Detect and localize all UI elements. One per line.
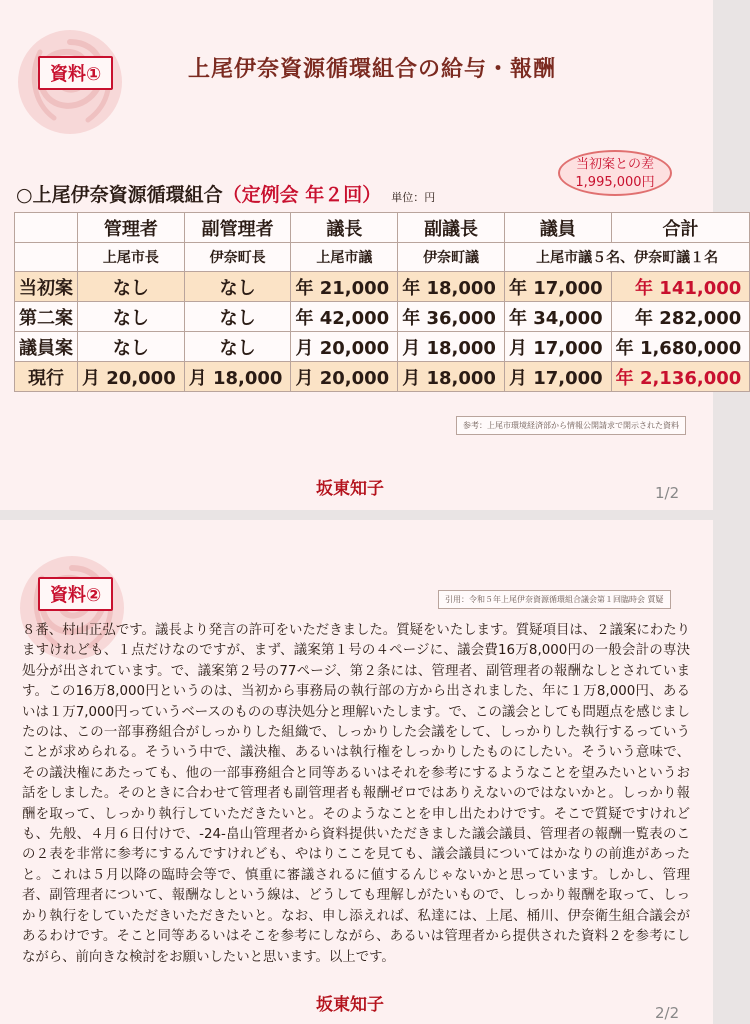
difference-badge-label: 当初案との差 — [575, 157, 654, 172]
document-title: 上尾伊奈資源循環組合の給与・報酬 — [188, 57, 557, 82]
row-label: 現行 — [15, 362, 78, 392]
table-header-row — [15, 213, 750, 243]
table-total-cell: 年 141,000 — [611, 272, 750, 302]
table-header-cell: 議長 — [291, 213, 398, 243]
page-number: 1/2 — [655, 484, 680, 502]
table-header-cell: 副議長 — [398, 213, 505, 243]
table-cell: 年 36,000 — [398, 302, 505, 332]
table-cell: 年 17,000 — [504, 272, 611, 302]
table-header-cell: 議員 — [504, 213, 611, 243]
table-cell: 月 20,000 — [78, 362, 185, 392]
author-name: 坂東知子 — [316, 479, 384, 499]
table-cell: 年 21,000 — [291, 272, 398, 302]
table-cell: 年 34,000 — [504, 302, 611, 332]
table-subheader-cell: 伊奈町議 — [398, 243, 505, 272]
table-subheader-cell: 上尾市長 — [78, 243, 185, 272]
table-total-cell: 年 1,680,000 — [611, 332, 750, 362]
table-header-cell: 管理者 — [78, 213, 185, 243]
table-cell: なし — [184, 332, 291, 362]
unit-label: 単位：円 — [391, 191, 436, 204]
table-row — [15, 302, 750, 332]
document-label: 資料① — [38, 56, 113, 90]
table-total-cell: 年 282,000 — [611, 302, 750, 332]
table-subheader-cell — [15, 243, 78, 272]
row-label: 第二案 — [15, 302, 78, 332]
table-header-cell — [15, 213, 78, 243]
table-cell: 月 17,000 — [504, 362, 611, 392]
table-cell: 年 42,000 — [291, 302, 398, 332]
salary-table — [14, 212, 750, 392]
table-row — [15, 362, 750, 392]
difference-badge — [558, 150, 672, 196]
table-subheader-cell: 上尾市議 — [291, 243, 398, 272]
table-row — [15, 332, 750, 362]
table-header-cell: 副管理者 — [184, 213, 291, 243]
table-cell: 年 18,000 — [398, 272, 505, 302]
table-row — [15, 272, 750, 302]
table-cell: 月 17,000 — [504, 332, 611, 362]
document-label: 資料② — [38, 577, 113, 611]
section-title-main: ○上尾伊奈資源循環組合 — [16, 184, 223, 206]
document-page-2 — [0, 520, 713, 1024]
document-page-1 — [0, 0, 742, 510]
page-number: 2/2 — [655, 1004, 680, 1022]
section-title — [16, 180, 435, 207]
row-label: 当初案 — [15, 272, 78, 302]
table-cell: 月 20,000 — [291, 362, 398, 392]
table-cell: なし — [184, 272, 291, 302]
transcript-text: ８番、村山正弘です。議長より発言の許可をいただきました。質疑をいたします。質疑項目は、２議案にわたりますけれども、１点だけなのですが、まず、議案第１号の４ページに、議会費16万8,000円の一般会計の専決処分が出されています。で、議案第２号の77ページ、第２条には、管理者、副管理者の報酬なしとされています。この16万8,000円というのは、当初から事務局の執行部の方から出されました、年に１万8,000円、あるいは１万7,000円っていうベースのものの専決処分と理解いたします。で、この議会としても問題点を感じましたのは、この一部事務組合がしっかりした組織で、しっかりした会議をして、しっかりした執行するっていうことが求められる。そういう中で、議決権、あるいは執行権をしっかりしたものにしたい。そういう意味で、その議決権にあたっても、他の一部事務組合と同等あるいはそれを参考にするようなことを望みたいというお話をしました。そのときに合わせて管理者も副管理者も報酬ゼロではありえないのではないかと。しっかり報酬を取って、しっかり執行していただきたいと。そのようなことを申し出たわけです。そこで質疑ですけれども、先般、４月６日付けで、-24-畠山管理者から資料提供いただきました議会議員、管理者の報酬一覧表のこの２表を非常に参考にするんですけれども、やはりここを見ても、議会議員についてはかなりの前進があったと。これは５月以降の臨時会等で、慎重に審議されるに値するんじゃないかと思っています。しかし、管理者、副管理者について、報酬なしという線は、どうしても理解しがたいもので、しっかり報酬を取って、しっかり執行をしていただきいただきたいと。なお、申し添えれば、私達には、上尾、桶川、伊奈衛生組合議会があるわけです。そこと同等あるいはそこを参考にしながら、あるいは管理者から提供された資料２を参考にしながら、前向きな検討をお願いしたいと思います。以上です。 — [22, 623, 690, 965]
table-cell: なし — [184, 302, 291, 332]
table-header-cell: 合計 — [611, 213, 750, 243]
table-cell: 月 20,000 — [291, 332, 398, 362]
table-cell: 月 18,000 — [398, 332, 505, 362]
section-title-meeting: （定例会 年２回） — [222, 184, 382, 206]
table-cell: なし — [78, 332, 185, 362]
table-cell: 月 18,000 — [184, 362, 291, 392]
table-subheader-cell: 伊奈町長 — [184, 243, 291, 272]
source-note: 参考：上尾市環境経済部から情報公開請求で開示された資料 — [456, 416, 686, 435]
table-total-cell: 年 2,136,000 — [611, 362, 750, 392]
quote-source-note: 引用：令和５年上尾伊奈資源循環組合議会第１回臨時会 質疑 — [438, 590, 671, 609]
table-cell: なし — [78, 302, 185, 332]
difference-badge-value: 1,995,000円 — [575, 175, 655, 190]
table-cell: 月 18,000 — [398, 362, 505, 392]
table-subheader-cell: 上尾市議５名、伊奈町議１名 — [504, 243, 749, 272]
row-label: 議員案 — [15, 332, 78, 362]
table-subheader-row — [15, 243, 750, 272]
table-cell: なし — [78, 272, 185, 302]
author-name: 坂東知子 — [316, 995, 384, 1015]
